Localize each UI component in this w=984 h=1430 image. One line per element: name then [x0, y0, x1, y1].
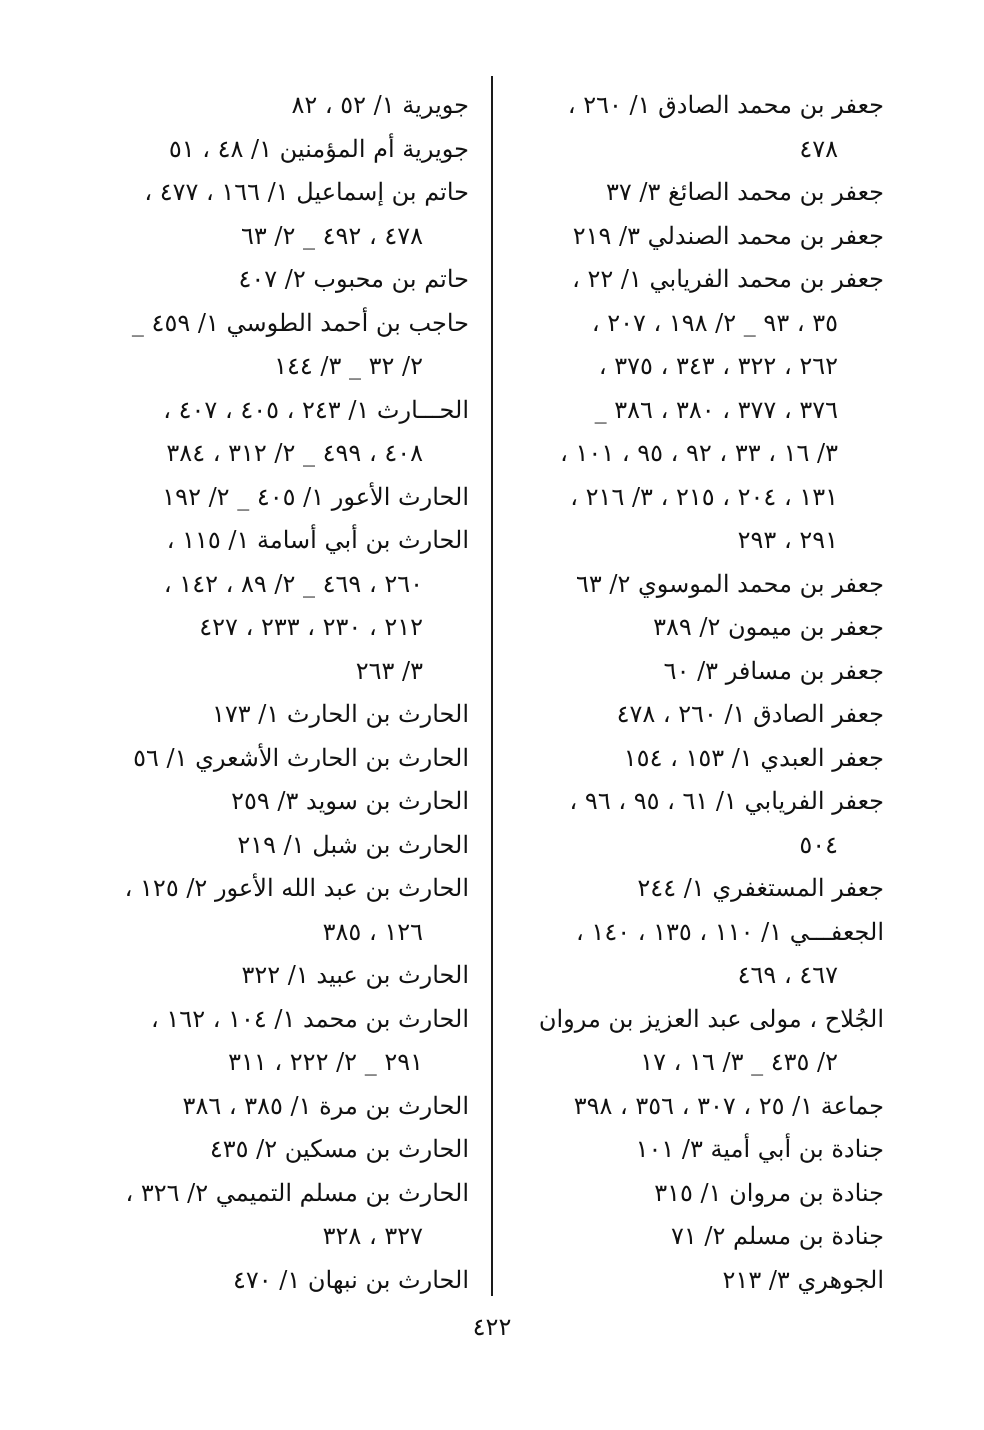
index-entry-heading-line: الحارث بن مسلم التميمي ٢/ ٣٢٦ ،: [125, 1178, 469, 1207]
index-entry-heading-line: الحارث بن شبل ١/ ٢١٩: [237, 830, 469, 859]
index-entry-heading-line: حاتم بن محبوب ٢/ ٤٠٧: [238, 265, 469, 293]
index-entry: [89, 737, 469, 781]
index-entry: [89, 693, 469, 737]
index-entry-continuation-line: ٣٥ ، ٩٣ _ ٢/ ١٩٨ ، ٢٠٧ ،: [591, 308, 838, 337]
index-entry: [504, 171, 884, 215]
index-entry: [89, 998, 469, 1085]
index-entry-heading-line: الحارث بن الحارث ١/ ١٧٣: [211, 700, 469, 728]
index-entry-continuation-line: ٣/ ٢٦٣: [355, 656, 423, 685]
index-entry: [89, 389, 469, 476]
index-entry-heading-line: جعفر العبدي ١/ ١٥٣ ، ١٥٤: [623, 743, 884, 772]
index-entry: [89, 302, 469, 389]
index-entry: [504, 1259, 884, 1303]
column-divider: [491, 76, 493, 1296]
index-entry-continuation-line: ٥٠٤: [799, 830, 838, 859]
index-entry-continuation-line: ٢٦٢ ، ٣٢٢ ، ٣٤٣ ، ٣٧٥ ،: [598, 352, 838, 380]
index-entry-continuation-line: ٣٢٧ ، ٣٢٨: [322, 1222, 423, 1250]
index-entry: [89, 128, 469, 172]
index-column-left: [89, 84, 469, 1302]
index-entry: [89, 519, 469, 693]
index-entry-heading-line: الحارث بن عبد الله الأعور ٢/ ١٢٥ ،: [124, 874, 469, 902]
index-entry-heading-line: الجُلاح ، مولى عبد العزيز بن مروان: [538, 1004, 884, 1033]
index-entry-continuation-line: ٤٦٧ ، ٤٦٩: [737, 961, 838, 989]
index-entry-heading-line: جعفر بن محمد الصادق ١/ ٢٦٠ ،: [567, 91, 884, 119]
index-entry-continuation-line: ٢٦٠ ، ٤٦٩ _ ٢/ ٨٩ ، ١٤٢ ،: [163, 569, 423, 598]
index-entry-heading-line: الجوهري ٣/ ٢١٣: [722, 1265, 884, 1294]
index-entry-continuation-line: ٤٧٨: [799, 134, 838, 163]
index-entry: [504, 84, 884, 171]
index-entry-heading-line: الحارث بن الحارث الأشعري ١/ ٥٦: [133, 743, 469, 772]
page-number: ٤٢٢: [472, 1313, 512, 1341]
index-entry: [89, 476, 469, 520]
index-entry-heading-line: جعفر الفريابي ١/ ٦١ ، ٩٥ ، ٩٦ ،: [569, 787, 884, 815]
index-entry-continuation-line: ٤٠٨ ، ٤٩٩ _ ٢/ ٣١٢ ، ٣٨٤: [166, 439, 423, 467]
index-entry-continuation-line: ١٣١ ، ٢٠٤ ، ٢١٥ ، ٣/ ٢١٦ ،: [570, 482, 838, 511]
index-entry-heading-line: جعفر بن محمد الموسوي ٢/ ٦٣: [575, 569, 884, 598]
index-entry: [504, 867, 884, 911]
index-entry-continuation-line: ٣٧٦ ، ٣٧٧ ، ٣٨٠ ، ٣٨٦ _: [594, 395, 838, 424]
index-entry: [504, 258, 884, 563]
index-entry-heading-line: الحارث بن مرة ١/ ٣٨٥ ، ٣٨٦: [182, 1091, 469, 1120]
index-entry-continuation-line: ٢٩١ _ ٢/ ٢٢٢ ، ٣١١: [228, 1048, 423, 1076]
index-entry: [89, 867, 469, 954]
index-entry-heading-line: جعفر بن محمد الصندلي ٣/ ٢١٩: [572, 221, 884, 250]
index-entry-heading-line: الحارث بن مسكين ٢/ ٤٣٥: [209, 1135, 469, 1163]
index-entry-continuation-line: ٣/ ١٦ ، ٣٣ ، ٩٢ ، ٩٥ ، ١٠١ ،: [560, 439, 838, 467]
index-entry-continuation-line: ٢/ ٤٣٥ _ ٣/ ١٦ ، ١٧: [640, 1048, 838, 1076]
index-entry: [89, 84, 469, 128]
index-entry-heading-line: الجعفـــي ١/ ١١٠ ، ١٣٥ ، ١٤٠ ،: [576, 917, 884, 946]
index-entry-heading-line: جعفر بن ميمون ٢/ ٣٨٩: [653, 613, 884, 641]
index-entry-heading-line: جنادة بن أبي أمية ٣/ ١٠١: [635, 1135, 884, 1163]
index-entry-heading-line: الحارث بن نبهان ١/ ٤٧٠: [232, 1265, 469, 1294]
index-entry-continuation-line: ٢١٢ ، ٢٣٠ ، ٢٣٣ ، ٤٢٧: [199, 613, 423, 641]
index-entry: [504, 737, 884, 781]
index-entry-continuation-line: ٢/ ٣٢ _ ٣/ ١٤٤: [274, 352, 423, 380]
index-entry-heading-line: جعفر بن محمد الفريابي ١/ ٢٢ ،: [572, 265, 884, 293]
index-entry: [89, 954, 469, 998]
index-entry: [504, 998, 884, 1085]
index-entry-heading-line: الحـــارث ١/ ٢٤٣ ، ٤٠٥ ، ٤٠٧ ،: [163, 395, 469, 424]
index-entry: [89, 780, 469, 824]
index-column-right: [504, 84, 884, 1302]
index-entry: [504, 650, 884, 694]
index-entry-heading-line: جماعة ١/ ٢٥ ، ٣٠٧ ، ٣٥٦ ، ٣٩٨: [573, 1091, 884, 1120]
index-entry: [504, 693, 884, 737]
index-entry: [504, 1172, 884, 1216]
index-entry: [504, 215, 884, 259]
index-entry: [89, 1172, 469, 1259]
index-entry-heading-line: حاتم بن إسماعيل ١/ ١٦٦ ، ٤٧٧ ،: [144, 178, 469, 206]
index-entry-heading-line: جنادة بن مروان ١/ ٣١٥: [654, 1178, 884, 1207]
index-entry-continuation-line: ٢٩١ ، ٢٩٣: [737, 526, 838, 554]
index-entry-continuation-line: ٤٧٨ ، ٤٩٢ _ ٢/ ٦٣: [240, 221, 423, 250]
index-entry-heading-line: الحارث بن أبي أسامة ١/ ١١٥ ،: [166, 526, 469, 554]
index-entry-heading-line: الحارث بن سويد ٣/ ٢٥٩: [231, 787, 469, 815]
index-entry-continuation-line: ١٢٦ ، ٣٨٥: [322, 917, 423, 946]
index-entry-heading-line: حاجب بن أحمد الطوسي ١/ ٤٥٩ _: [131, 308, 469, 337]
index-entry: [504, 606, 884, 650]
index-entry-heading-line: جويرية أم المؤمنين ١/ ٤٨ ، ٥١: [168, 134, 469, 163]
index-entry-heading-line: جويرية ١/ ٥٢ ، ٨٢: [291, 91, 469, 119]
index-entry: [89, 1259, 469, 1303]
index-entry-heading-line: الحارث بن محمد ١/ ١٠٤ ، ١٦٢ ،: [151, 1004, 469, 1033]
index-entry-heading-line: الحارث الأعور ١/ ٤٠٥ _ ٢/ ١٩٢: [162, 482, 469, 511]
index-entry-heading-line: جعفر الصادق ١/ ٢٦٠ ، ٤٧٨: [616, 700, 884, 728]
index-entry: [89, 1128, 469, 1172]
index-entry-heading-line: جعفر بن محمد الصائغ ٣/ ٣٧: [605, 178, 884, 206]
index-entry: [504, 563, 884, 607]
index-entry-heading-line: الحارث بن عبيد ١/ ٣٢٢: [241, 961, 469, 989]
index-entry: [504, 1215, 884, 1259]
index-entry-heading-line: جعفر المستغفري ١/ ٢٤٤: [637, 874, 884, 902]
index-entry: [504, 911, 884, 998]
index-entry: [504, 1128, 884, 1172]
index-entry: [89, 1085, 469, 1129]
index-entry: [89, 258, 469, 302]
index-entry-heading-line: جنادة بن مسلم ٢/ ٧١: [670, 1222, 884, 1250]
index-entry: [504, 1085, 884, 1129]
index-entry: [89, 824, 469, 868]
index-entry: [89, 171, 469, 258]
index-entry: [504, 780, 884, 867]
index-entry-heading-line: جعفر بن مسافر ٣/ ٦٠: [663, 656, 884, 685]
